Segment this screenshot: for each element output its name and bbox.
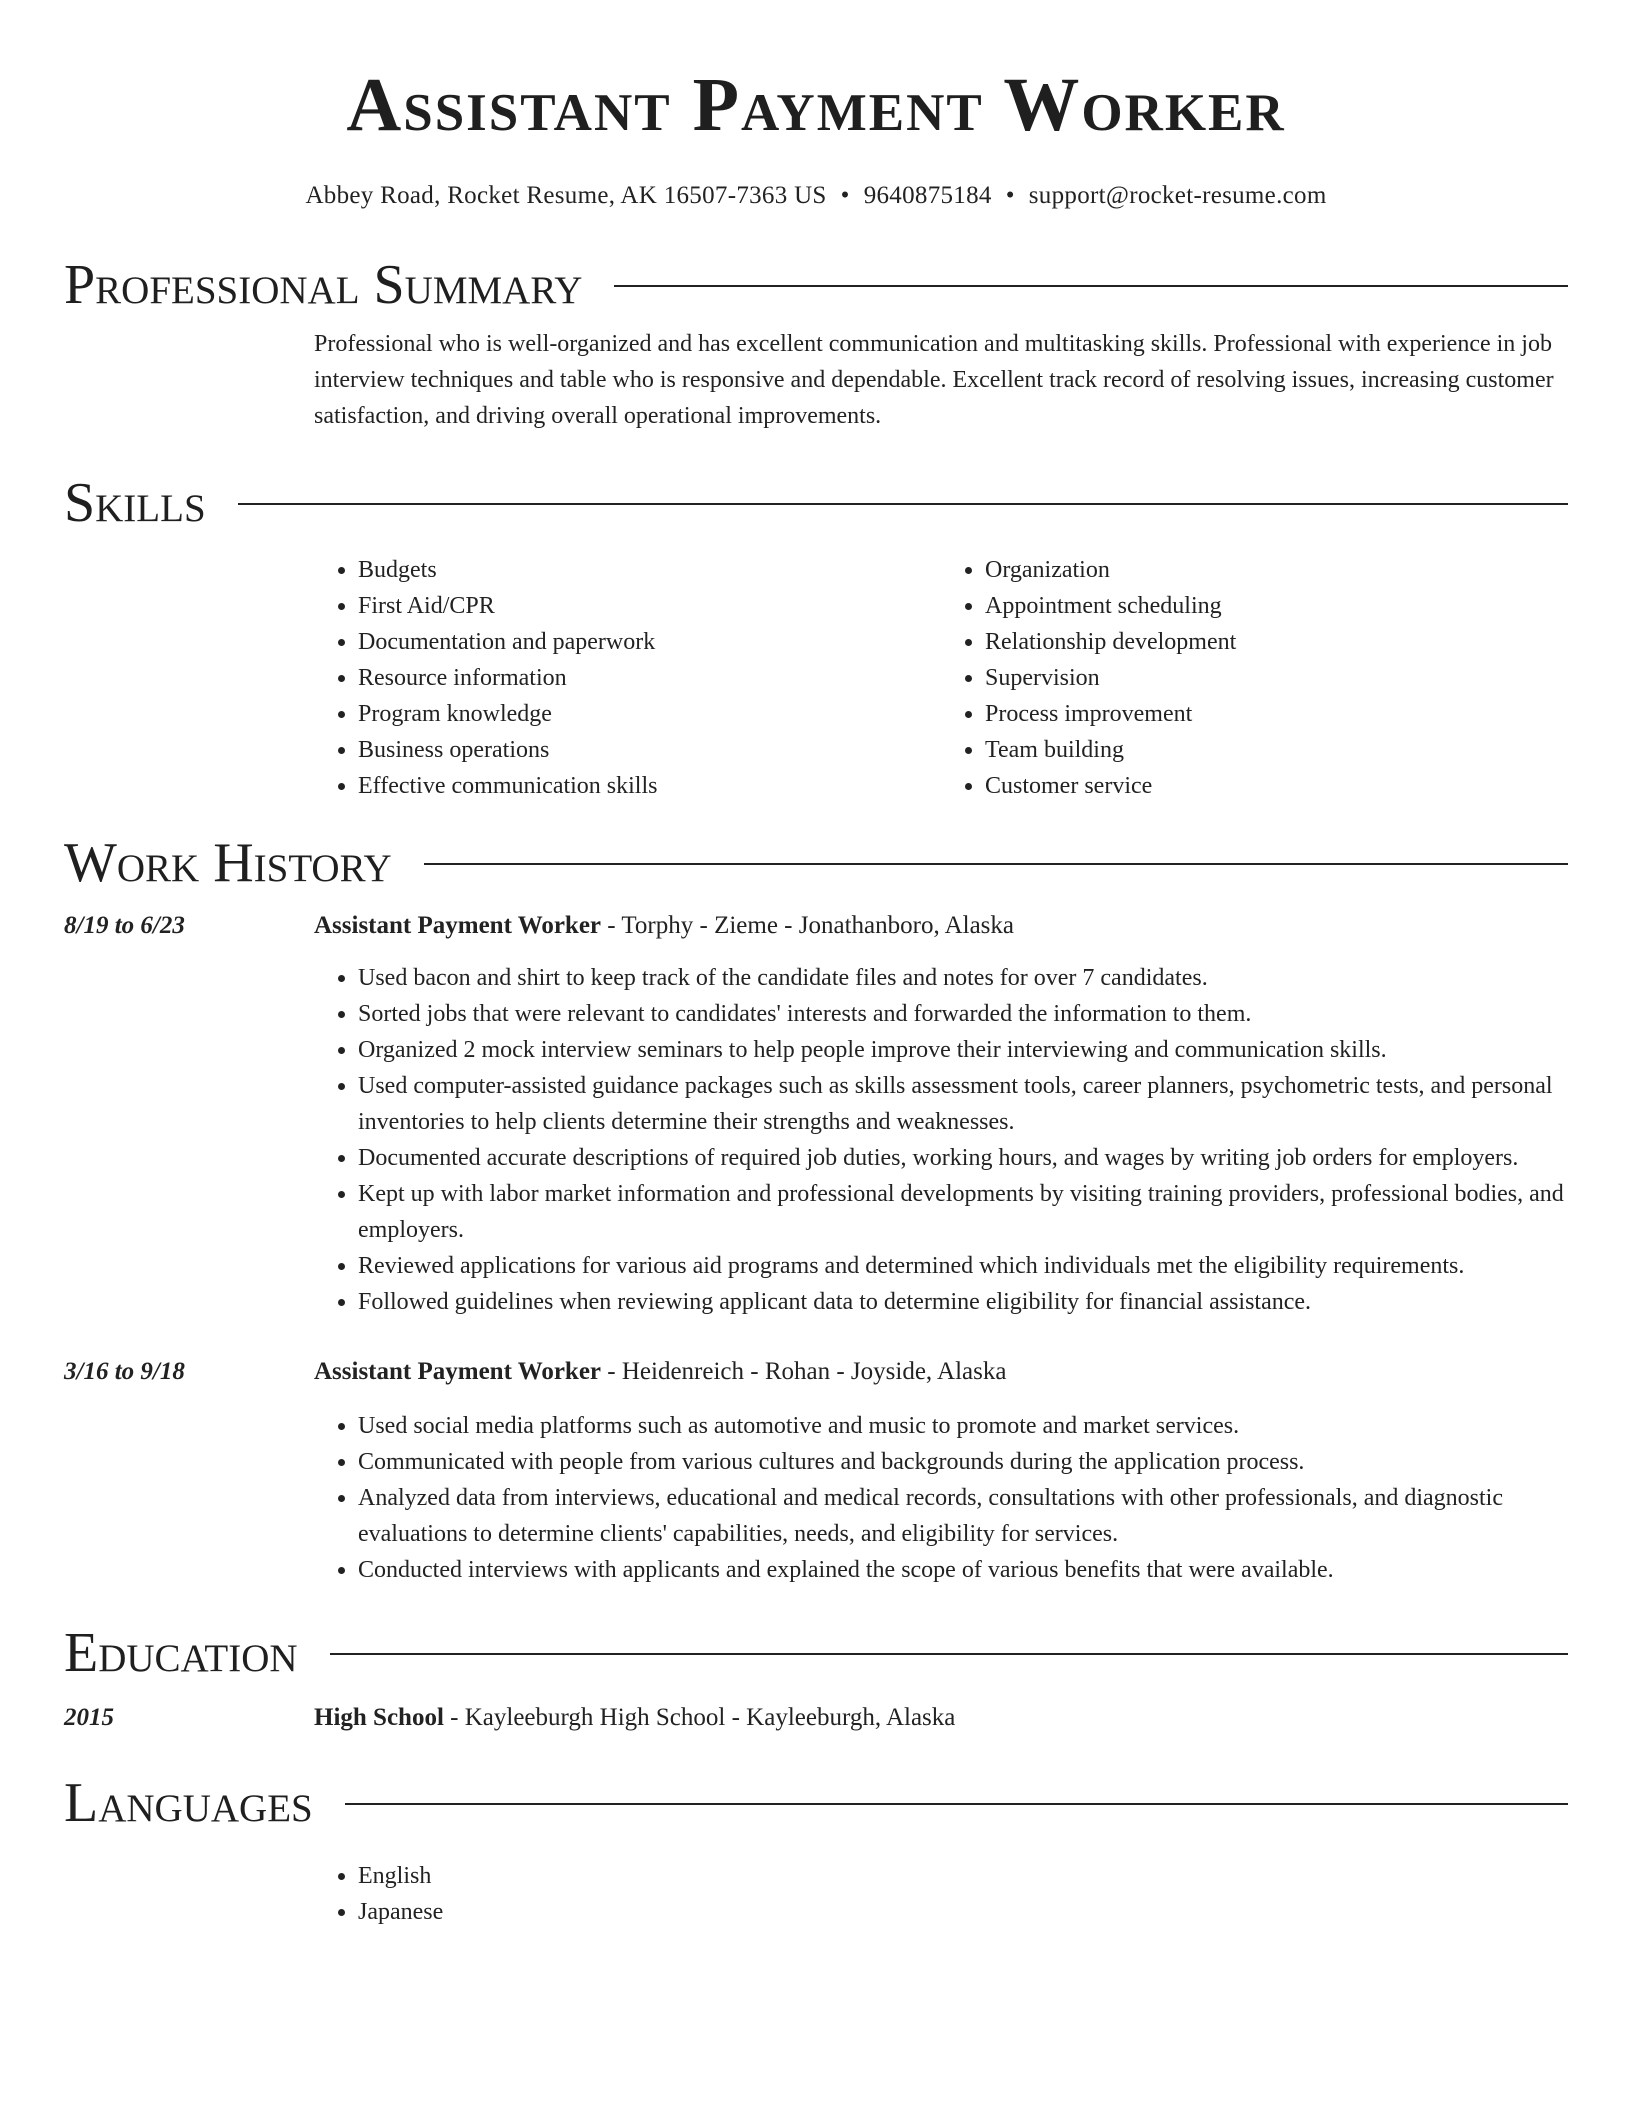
education-degree: High School [314, 1704, 444, 1731]
section-divider [330, 1653, 1568, 1655]
language-item: • English [358, 1858, 1568, 1894]
skill-item: • Organization [985, 552, 1568, 588]
summary-section [64, 252, 1568, 434]
work-history-heading [64, 830, 1568, 896]
languages-list [314, 1858, 1568, 1930]
skill-item: • Team building [985, 732, 1568, 768]
address: Abbey Road, Rocket Resume, AK 16507-7363 US [305, 182, 827, 209]
job-content [314, 1354, 1568, 1588]
skills-section [64, 470, 1568, 804]
job-entry [64, 1354, 1568, 1588]
skill-item: • Business operations [358, 732, 941, 768]
skill-item: • Appointment scheduling [985, 588, 1568, 624]
job-bullet: • Communicated with people from various cultures and backgrounds during the application process. [358, 1444, 1568, 1480]
summary-text: Professional who is well-organized and has excellent communication and multitasking skills. Professional with experience in job interview techniques and table who is responsive and dependable. Excellent track record of resolving issues, increasing customer satisfaction, and driving overall operational improvements. [314, 331, 1554, 429]
job-bullet: • Analyzed data from interviews, educational and medical records, consultations with other professionals, and diagnostic evaluations to determine clients' capabilities, needs, and eligibility for services. [358, 1480, 1568, 1552]
section-title: Professional Summary [64, 254, 583, 316]
job-bullet: • Used social media platforms such as automotive and music to promote and market services. [358, 1408, 1568, 1444]
education-content [314, 1700, 1568, 1736]
job-dates: 8/19 to 6/23 [64, 912, 185, 939]
section-title: Education [64, 1622, 298, 1684]
job-bullet: • Documented accurate descriptions of required job duties, working hours, and wages by writing job orders for employers. [358, 1140, 1568, 1176]
skill-item: • Supervision [985, 660, 1568, 696]
candidate-name: Assistant Payment Worker [346, 63, 1286, 147]
skill-item: • Process improvement [985, 696, 1568, 732]
education-heading [64, 1620, 1568, 1686]
education-section [64, 1620, 1568, 1736]
job-employer: - Torphy - Zieme - Jonathanboro, Alaska [601, 912, 1014, 939]
job-bullets [314, 960, 1568, 1320]
job-bullet: • Conducted interviews with applicants and explained the scope of various benefits that were available. [358, 1552, 1568, 1588]
education-year: 2015 [64, 1704, 114, 1731]
education-line [314, 1700, 1568, 1736]
skill-item: • Effective communication skills [358, 768, 941, 804]
section-title: Work History [64, 832, 392, 894]
summary-heading [64, 252, 1568, 318]
job-bullet: • Sorted jobs that were relevant to candidates' interests and forwarded the information to them. [358, 996, 1568, 1032]
skill-item: • Customer service [985, 768, 1568, 804]
skills-list-right [941, 552, 1568, 804]
section-divider [238, 503, 1568, 505]
job-dates: 3/16 to 9/18 [64, 1358, 185, 1385]
email-address: support@rocket-resume.com [1028, 182, 1327, 209]
job-bullet: • Used bacon and shirt to keep track of the candidate files and notes for over 7 candidates. [358, 960, 1568, 996]
languages-heading [64, 1770, 1568, 1836]
separator-dot: • [840, 182, 850, 209]
job-employer: - Heidenreich - Rohan - Joyside, Alaska [601, 1358, 1007, 1385]
phone-number: 9640875184 [863, 182, 992, 209]
job-bullet: • Kept up with labor market information and professional developments by visiting training providers, professional bodies, and employers. [358, 1176, 1568, 1248]
job-bullet: • Reviewed applications for various aid programs and determined which individuals met the eligibility requirements. [358, 1248, 1568, 1284]
job-bullets [314, 1408, 1568, 1588]
job-entry [64, 908, 1568, 1320]
contact-line [0, 182, 1632, 210]
section-title: Skills [64, 472, 206, 534]
job-role: Assistant Payment Worker [314, 1358, 602, 1385]
section-divider [424, 863, 1568, 865]
skills-list-left [314, 552, 941, 804]
language-item: • Japanese [358, 1894, 1568, 1930]
skill-item: • Program knowledge [358, 696, 941, 732]
separator-dot: • [1005, 182, 1015, 209]
job-title-line [314, 1354, 1568, 1390]
work-history-section [64, 830, 1568, 1588]
education-school: - Kayleeburgh High School - Kayleeburgh, Alaska [443, 1704, 956, 1731]
skill-item: • First Aid/CPR [358, 588, 941, 624]
job-bullet: • Followed guidelines when reviewing applicant data to determine eligibility for financial assistance. [358, 1284, 1568, 1320]
resume-header [0, 0, 1632, 210]
languages-content [314, 1858, 1568, 1930]
section-divider [614, 285, 1568, 287]
skills-columns [314, 552, 1568, 804]
job-role: Assistant Payment Worker [314, 912, 602, 939]
education-entry [64, 1700, 1568, 1736]
languages-section [64, 1770, 1568, 1930]
skill-item: • Budgets [358, 552, 941, 588]
skills-heading [64, 470, 1568, 536]
job-content [314, 908, 1568, 1320]
skill-item: • Resource information [358, 660, 941, 696]
job-title-line [314, 908, 1568, 944]
section-title: Languages [64, 1772, 313, 1834]
job-bullet: • Organized 2 mock interview seminars to help people improve their interviewing and communication skills. [358, 1032, 1568, 1068]
section-divider [345, 1803, 1568, 1805]
skill-item: • Relationship development [985, 624, 1568, 660]
skill-item: • Documentation and paperwork [358, 624, 941, 660]
job-bullet: • Used computer-assisted guidance packages such as skills assessment tools, career planners, psychometric tests, and personal inventories to help clients determine their strengths and weaknesses. [358, 1068, 1568, 1140]
